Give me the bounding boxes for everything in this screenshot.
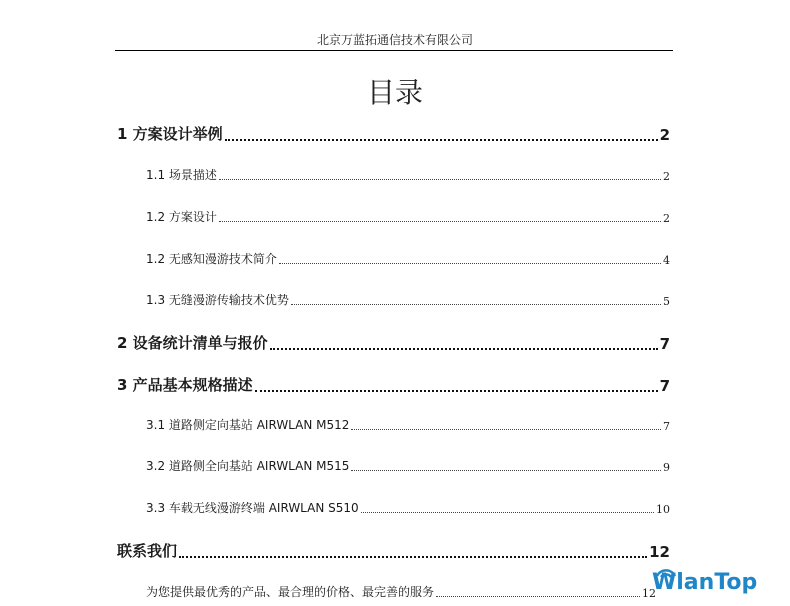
toc-entry-1-3[interactable] <box>146 291 670 308</box>
toc-entry-label: 联系我们 <box>117 542 178 560</box>
page-header-company: 北京万蓝拓通信技术有限公司 <box>316 33 473 47</box>
toc-leader-dots <box>351 470 661 471</box>
toc-entry-page: 2 <box>659 126 670 144</box>
toc-entry-page: 2 <box>663 212 670 225</box>
toc-entry-page: 7 <box>659 335 670 353</box>
toc-entry-label: 3.2 道路侧全向基站 AIRWLAN M515 <box>146 459 350 473</box>
toc-leader-dots <box>219 179 661 180</box>
toc-entry-label: 1.1 场景描述 <box>146 168 217 182</box>
toc-title: 目录 <box>366 76 423 109</box>
toc-entry-page: 10 <box>656 503 670 516</box>
wlantop-logo <box>650 566 758 600</box>
toc-entry-label: 2 设备统计清单与报价 <box>117 334 268 352</box>
toc-entry-page: 7 <box>659 377 670 395</box>
toc-entry-3-1[interactable] <box>146 416 670 433</box>
toc-leader-dots <box>255 390 658 392</box>
toc-entry-page: 2 <box>663 170 670 183</box>
toc-entry-label: 为您提供最优秀的产品、最合理的价格、最完善的服务 <box>146 585 435 599</box>
toc-entry-label: 1.2 方案设计 <box>146 210 217 224</box>
toc-entry-label: 3.3 车载无线漫游终端 AIRWLAN S510 <box>146 501 359 515</box>
toc-entry-label: 3.1 道路侧定向基站 AIRWLAN M512 <box>146 418 350 432</box>
toc-entry-page: 12 <box>649 543 670 561</box>
toc-entry-3-3[interactable] <box>146 499 670 516</box>
toc-entry-page: 4 <box>663 254 670 267</box>
toc-leader-dots <box>291 304 661 305</box>
toc-entry-page: 12 <box>642 587 656 600</box>
toc-leader-dots <box>219 221 661 222</box>
toc-entry-page: 7 <box>663 420 670 433</box>
toc-entry-label: 1 方案设计举例 <box>117 125 223 143</box>
toc-entry-1-2[interactable] <box>146 208 670 225</box>
toc-entry-page: 5 <box>663 295 670 308</box>
toc-leader-dots <box>279 263 661 264</box>
toc-leader-dots <box>351 429 661 430</box>
logo-text: WlanTop <box>652 570 758 595</box>
header-rule <box>115 50 673 51</box>
toc-entry-label: 3 产品基本规格描述 <box>117 376 253 394</box>
toc-entry-3[interactable] <box>117 374 670 395</box>
toc-leader-dots <box>270 348 658 350</box>
toc-entry-page: 9 <box>663 461 670 474</box>
toc-entry-contact[interactable] <box>117 540 670 561</box>
toc-leader-dots <box>179 556 647 558</box>
toc-entry-1[interactable] <box>117 123 670 144</box>
toc-entry-label: 1.3 无缝漫游传输技术优势 <box>146 293 289 307</box>
toc-entry-1-2b[interactable] <box>146 250 670 267</box>
toc-leader-dots <box>225 139 658 141</box>
toc-entry-1-1[interactable] <box>146 166 670 183</box>
toc-leader-dots <box>361 512 654 513</box>
toc-entry-contact-sub[interactable] <box>146 583 656 600</box>
toc-entry-label: 1.2 无感知漫游技术简介 <box>146 252 277 266</box>
toc-entry-2[interactable] <box>117 332 670 353</box>
toc-leader-dots <box>436 596 640 597</box>
toc-entry-3-2[interactable] <box>146 457 670 474</box>
